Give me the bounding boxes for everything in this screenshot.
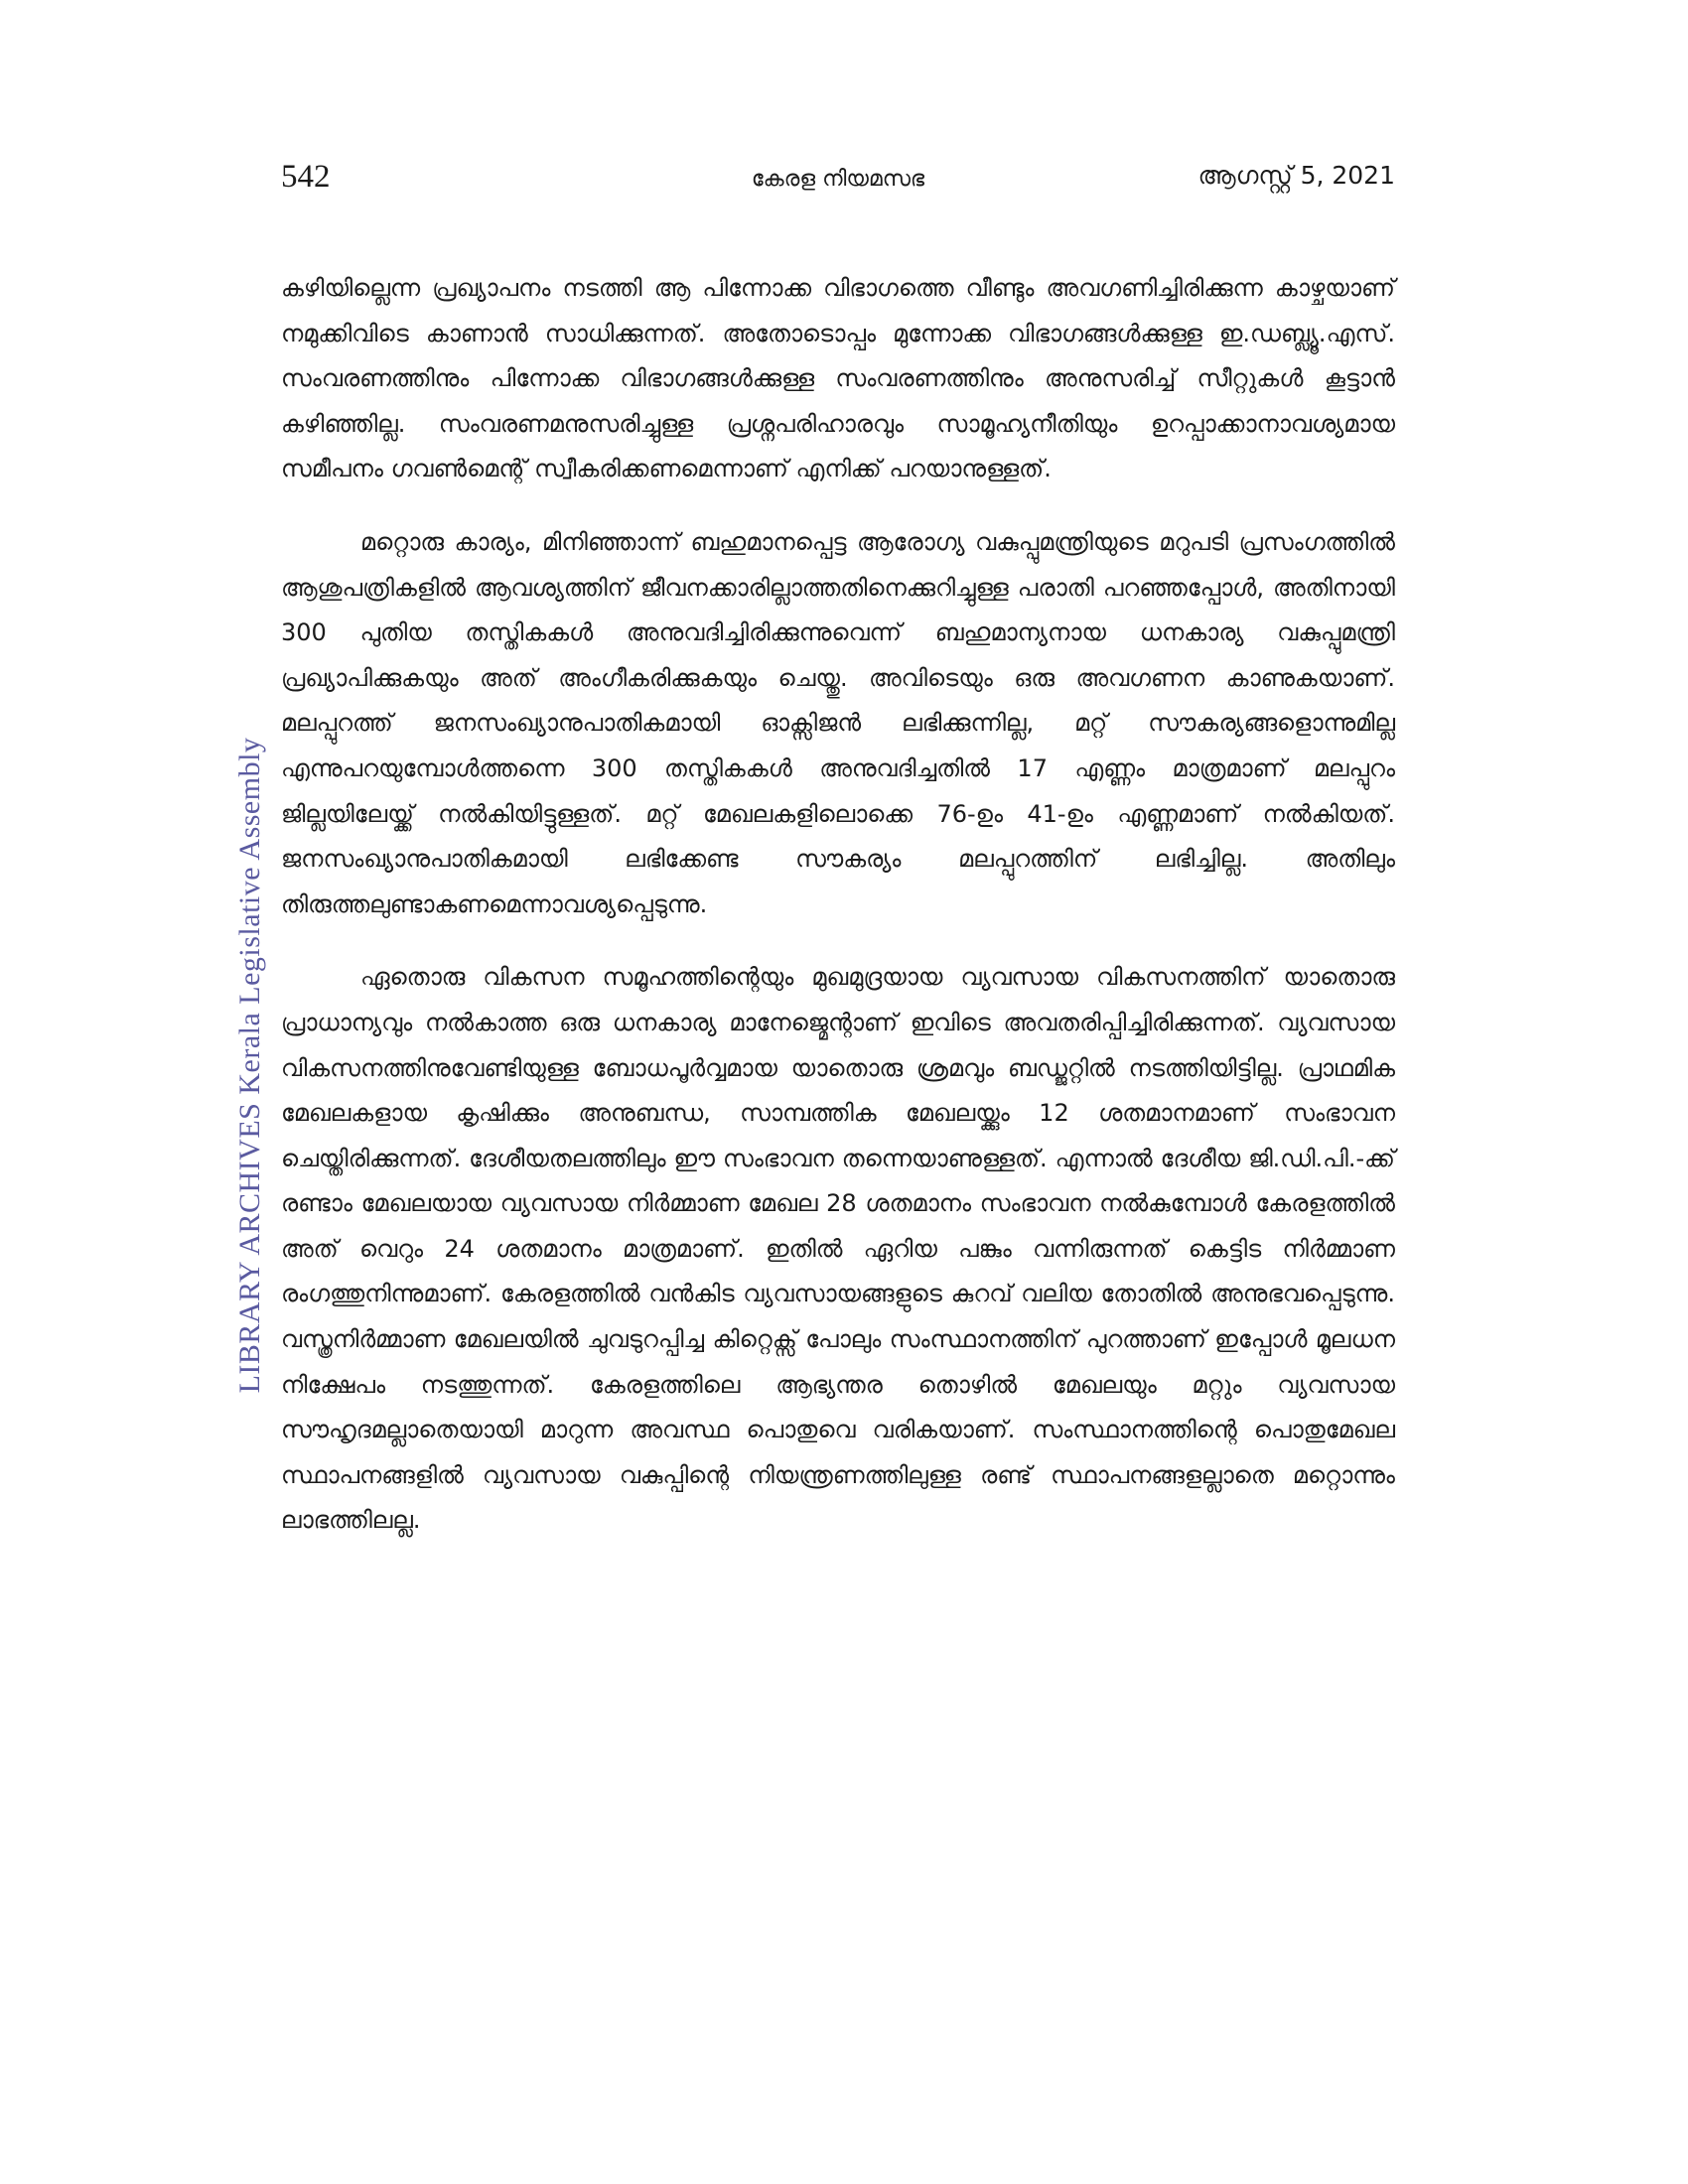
paragraph-1: കഴിയില്ലെന്ന പ്രഖ്യാപനം നടത്തി ആ പിന്നോക്ക വിഭാഗത്തെ വീണ്ടും അവഗണിച്ചിരിക്കുന്ന കാഴ്ചയാണ് നമുക്കിവിടെ കാണാൻ സാധിക്കുന്നത്. അതോടൊപ്പം മുന്നോക്ക വിഭാഗങ്ങൾക്കുള്ള ഇ.ഡബ്ല്യൂ.എസ്. സംവരണത്തിനും പിന്നോക്ക വിഭാഗങ്ങൾക്കുള്ള സംവരണത്തിനും അനുസരിച്ച് സീറ്റുകൾ കൂട്ടാൻ കഴിഞ്ഞില്ല. സംവരണമനുസരിച്ചുള്ള പ്രശ്നപരിഹാരവും സാമൂഹ്യനീതിയും ഉറപ്പാക്കാനാവശ്യമായ സമീപനം ഗവൺമെന്റ് സ്വീകരിക്കണമെന്നാണ് എനിക്ക് പറയാനുള്ളത്. [281,274,1395,483]
paragraph-2: മറ്റൊരു കാര്യം, മിനിഞ്ഞാന്ന് ബഹുമാനപ്പെട്ട ആരോഗ്യ വകുപ്പുമന്ത്രിയുടെ മറുപടി പ്രസംഗത്തിൽ ആശുപത്രികളിൽ ആവശ്യത്തിന് ജീവനക്കാരില്ലാത്തതിനെക്കുറിച്ചുള്ള പരാതി പറഞ്ഞപ്പോൾ, അതിനായി 300 പുതിയ തസ്തികകൾ അനുവദിച്ചിരിക്കുന്നുവെന്ന് ബഹുമാന്യനായ ധനകാര്യ വകുപ്പുമന്ത്രി പ്രഖ്യാപിക്കുകയും അത് അംഗീകരിക്കുകയും ചെയ്തു. അവിടെയും ഒരു അവഗണന കാണുകയാണ്. മലപ്പുറത്ത് ജനസംഖ്യാനുപാതികമായി ഓക്സിജൻ ലഭിക്കുന്നില്ല, മറ്റ് സൗകര്യങ്ങളൊന്നുമില്ല എന്നുപറയുമ്പോൾത്തന്നെ 300 തസ്തികകൾ അനുവദിച്ചതിൽ 17 എണ്ണം മാത്രമാണ് മലപ്പുറം ജില്ലയിലേയ്ക്ക് നൽകിയിട്ടുള്ളത്. മറ്റ് മേഖലകളിലൊക്കെ 76-ഉം 41-ഉം എണ്ണമാണ് നൽകിയത്. ജനസംഖ്യാനുപാതികമായി ലഭിക്കേണ്ട സൗകര്യം മലപ്പുറത്തിന് ലഭിച്ചില്ല. അതിലും തിരുത്തലുണ്ടാകണമെന്നാവശ്യപ്പെടുന്നു. [281,527,1395,918]
document-body [281,266,1395,1544]
header-title: കേരള നിയമസഭ [751,167,925,192]
page-header [281,159,1395,208]
page-number: 542 [281,159,331,195]
archive-watermark: LIBRARY ARCHIVES Kerala Legislative Assembly [233,737,266,1394]
paragraph-3: ഏതൊരു വികസന സമൂഹത്തിന്റെയും മുഖമുദ്രയായ വ്യവസായ വികസനത്തിന് യാതൊരു പ്രാധാന്യവും നൽകാത്ത ഒരു ധനകാര്യ മാനേജ്മെന്റാണ് ഇവിടെ അവതരിപ്പിച്ചിരിക്കുന്നത്. വ്യവസായ വികസനത്തിനുവേണ്ടിയുള്ള ബോധപൂർവ്വമായ യാതൊരു ശ്രമവും ബഡ്ജറ്റിൽ നടത്തിയിട്ടില്ല. പ്രാഥമിക മേഖലകളായ കൃഷിക്കും അനുബന്ധ, സാമ്പത്തിക മേഖലയ്ക്കും 12 ശതമാനമാണ് സംഭാവന ചെയ്തിരിക്കുന്നത്. ദേശീയതലത്തിലും ഈ സംഭാവന തന്നെയാണുള്ളത്. എന്നാൽ ദേശീയ ജി.ഡി.പി.-ക്ക് രണ്ടാം മേഖലയായ വ്യവസായ നിർമ്മാണ മേഖല 28 ശതമാനം സംഭാവന നൽകുമ്പോൾ കേരളത്തിൽ അത് വെറും 24 ശതമാനം മാത്രമാണ്. ഇതിൽ ഏറിയ പങ്കും വന്നിരുന്നത് കെട്ടിട നിർമ്മാണ രംഗത്തുനിന്നുമാണ്. കേരളത്തിൽ വൻകിട വ്യവസായങ്ങളുടെ കുറവ് വലിയ തോതിൽ അനുഭവപ്പെടുന്നു. വസ്ത്രനിർമ്മാണ മേഖലയിൽ ചുവടുറപ്പിച്ച കിറ്റെക്സ് പോലും സംസ്ഥാനത്തിന് പുറത്താണ് ഇപ്പോൾ മൂലധന നിക്ഷേപം നടത്തുന്നത്. കേരളത്തിലെ ആഭ്യന്തര തൊഴിൽ മേഖലയും മറ്റും വ്യവസായ സൗഹൃദമല്ലാതെയായി മാറുന്ന അവസ്ഥ പൊതുവെ വരികയാണ്. സംസ്ഥാനത്തിന്റെ പൊതുമേഖല സ്ഥാപനങ്ങളിൽ വ്യവസായ വകുപ്പിന്റെ നിയന്ത്രണത്തിലുള്ള രണ്ട് സ്ഥാപനങ്ങളല്ലാതെ മറ്റൊന്നും ലാഭത്തിലല്ല. [281,963,1395,1535]
header-date: ആഗസ്റ്റ് 5, 2021 [1197,161,1395,190]
